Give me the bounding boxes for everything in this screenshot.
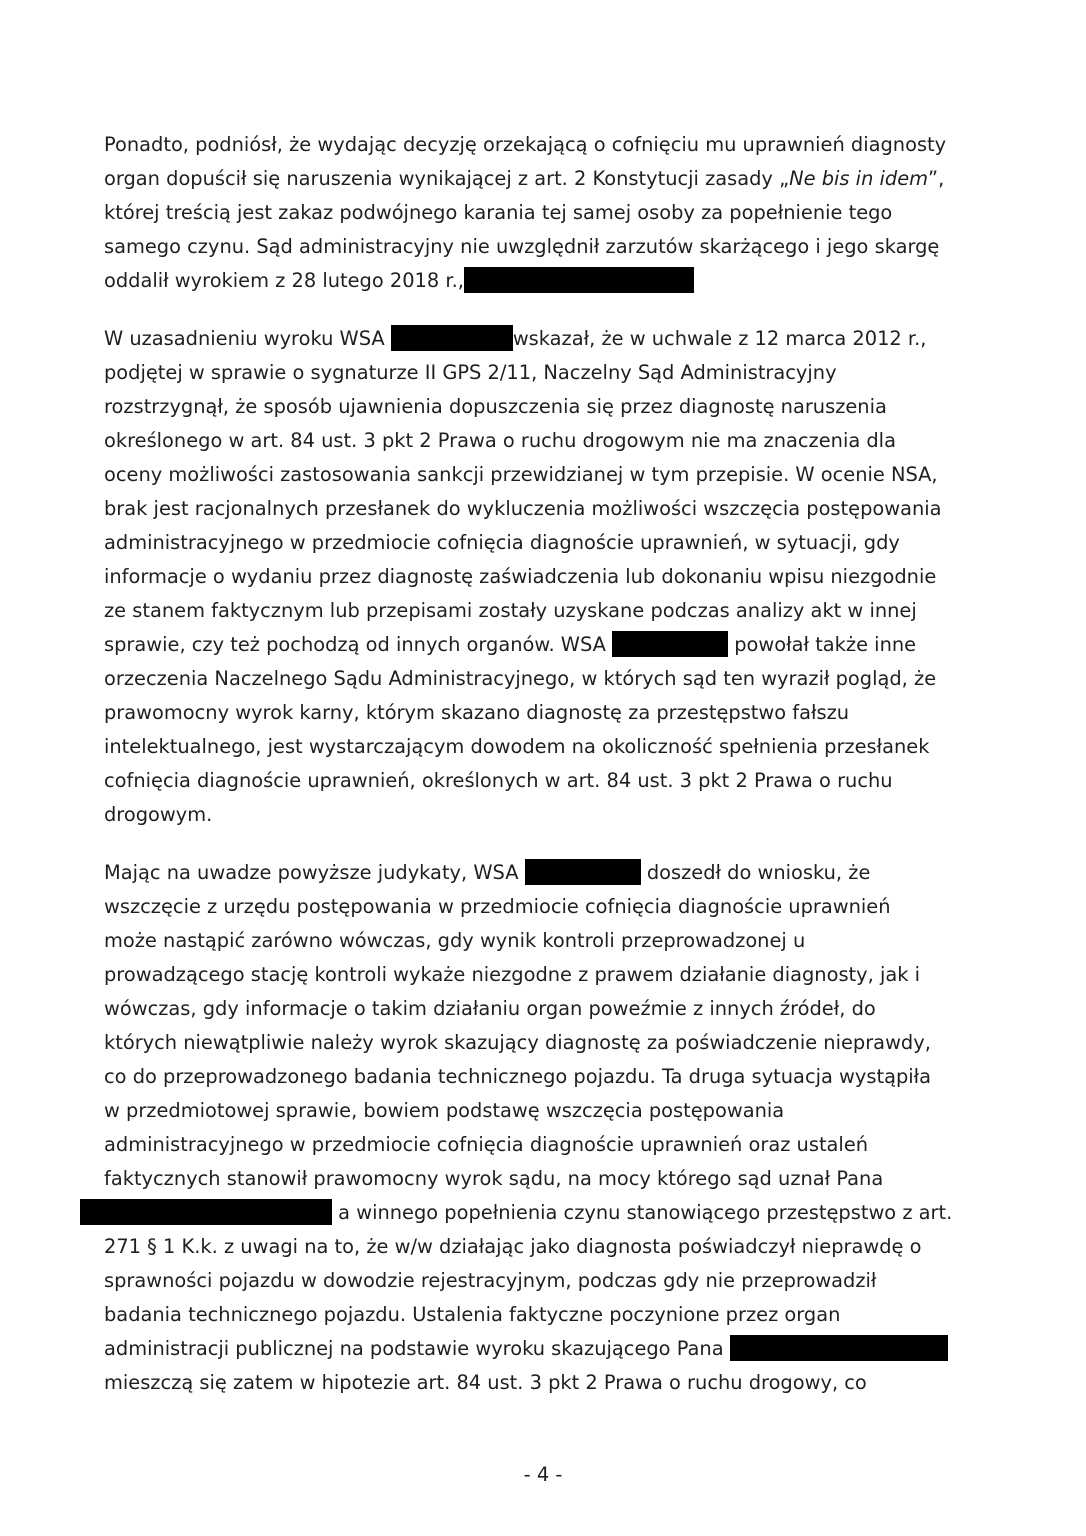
text-span: oceny możliwości zastosowania sankcji przewidzianej w tym przepisie. W ocenie NSA, [104, 463, 938, 486]
text-line [104, 1230, 921, 1264]
text-span: administracyjnego w przedmiocie cofnięcia diagnoście uprawnień, w sytuacji, gdy [104, 531, 900, 554]
redaction-box [525, 859, 641, 885]
text-line [104, 1298, 840, 1332]
text-span: sprawności pojazdu w dowodzie rejestracyjnym, podczas gdy nie przeprowadził [104, 1269, 877, 1292]
text-line [104, 1128, 868, 1162]
text-line [80, 1196, 952, 1230]
text-span: administracyjnego w przedmiocie cofnięcia diagnoście uprawnień oraz ustaleń [104, 1133, 869, 1156]
text-span: informacje o wydaniu przez diagnostę zaświadczenia lub dokonaniu wpisu niezgodnie [104, 565, 937, 588]
text-span: rozstrzygnął, że sposób ujawnienia dopuszczenia się przez diagnostę naruszenia [104, 395, 887, 418]
text-span: ”, [928, 167, 945, 190]
text-span: faktycznych stanowił prawomocny wyrok sądu, na mocy którego sąd uznał Pana [104, 1167, 884, 1190]
text-line [104, 458, 938, 492]
page-number: - 4 - [523, 1463, 563, 1486]
redaction-box [391, 325, 513, 351]
text-line [104, 992, 876, 1026]
text-span: organ dopuścił się naruszenia wynikającej z art. 2 Konstytucji zasady „ [104, 167, 790, 190]
text-span: ze stanem faktycznym lub przepisami zostały uzyskane podczas analizy akt w innej [104, 599, 917, 622]
redaction-box [730, 1335, 948, 1361]
text-span: w przedmiotowej sprawie, bowiem podstawę wszczęcia postępowania [104, 1099, 785, 1122]
text-span: może nastąpić zarówno wówczas, gdy wynik kontroli przeprowadzonej u [104, 929, 806, 952]
text-span: cofnięcia diagnoście uprawnień, określonych w art. 84 ust. 3 pkt 2 Prawa o ruchu [104, 769, 893, 792]
text-line [104, 128, 946, 162]
text-span: orzeczenia Naczelnego Sądu Administracyjnego, w których sąd ten wyraził pogląd, że [104, 667, 937, 690]
text-line [104, 798, 212, 832]
text-span: wskazał, że w uchwale z 12 marca 2012 r., [512, 327, 927, 350]
text-line [104, 628, 916, 662]
text-span: samego czynu. Sąd administracyjny nie uwzględnił zarzutów skarżącego i jego skargę [104, 235, 940, 258]
text-span: brak jest racjonalnych przesłanek do wykluczenia możliwości wszczęcia postępowania [104, 497, 942, 520]
text-span: co do przeprowadzonego badania technicznego pojazdu. Ta druga sytuacja wystąpiła [104, 1065, 932, 1088]
text-line [104, 958, 920, 992]
text-span: oddalił wyrokiem z 28 lutego 2018 r., [104, 269, 464, 292]
text-line [104, 560, 936, 594]
text-span: której treścią jest zakaz podwójnego karania tej samej osoby za popełnienie tego [104, 201, 893, 224]
text-line [104, 162, 944, 196]
text-line [104, 856, 870, 890]
text-line [104, 764, 893, 798]
text-line [104, 924, 805, 958]
text-span: intelektualnego, jest wystarczającym dowodem na okoliczność spełnienia przesłanek [104, 735, 930, 758]
text-span: administracji publicznej na podstawie wyroku skazującego Pana [104, 1337, 724, 1360]
text-span: doszedł do wniosku, że [646, 861, 871, 884]
text-line [104, 1162, 883, 1196]
redaction-box [80, 1199, 332, 1225]
text-line [104, 696, 849, 730]
text-span: a winnego popełnienia czynu stanowiącego przestępstwo z art. [338, 1201, 953, 1224]
text-span: drogowym. [104, 803, 213, 826]
text-span: W uzasadnieniu wyroku WSA [104, 327, 385, 350]
text-line [104, 196, 892, 230]
text-span: prawomocny wyrok karny, którym skazano diagnostę za przestępstwo fałszu [104, 701, 850, 724]
text-span: określonego w art. 84 ust. 3 pkt 2 Prawa o ruchu drogowym nie ma znaczenia dla [104, 429, 896, 452]
redaction-box [464, 267, 694, 293]
text-span: których niewątpliwie należy wyrok skazujący diagnostę za poświadczenie nieprawdy, [104, 1031, 931, 1054]
latin-phrase: Ne bis in idem [789, 167, 929, 190]
redaction-box [612, 631, 728, 657]
text-line [104, 492, 942, 526]
text-span: badania technicznego pojazdu. Ustalenia faktyczne poczynione przez organ [104, 1303, 841, 1326]
text-line [104, 662, 936, 696]
text-span: wszczęcie z urzędu postępowania w przedmiocie cofnięcia diagnoście uprawnień [104, 895, 891, 918]
text-span: wówczas, gdy informacje o takim działaniu organ poweźmie z innych źródeł, do [104, 997, 876, 1020]
text-span: mieszczą się zatem w hipotezie art. 84 ust. 3 pkt 2 Prawa o ruchu drogowy, co [104, 1371, 867, 1394]
text-line [104, 1332, 948, 1366]
text-line [104, 1094, 784, 1128]
text-line [104, 1366, 867, 1400]
text-line [104, 526, 900, 560]
text-line [104, 264, 694, 298]
text-line [104, 1026, 931, 1060]
text-span: Mając na uwadze powyższe judykaty, WSA [104, 861, 519, 884]
text-line [104, 356, 837, 390]
text-line [104, 1264, 876, 1298]
text-span: powołał także inne [734, 633, 917, 656]
text-span: 271 § 1 K.k. z uwagi na to, że w/w działając jako diagnosta poświadczył nieprawdę o [104, 1235, 922, 1258]
text-span: prowadzącego stację kontroli wykaże niezgodne z prawem działanie diagnosty, jak i [104, 963, 921, 986]
text-span: sprawie, czy też pochodzą od innych organów. WSA [104, 633, 606, 656]
text-line [104, 424, 896, 458]
text-span: Ponadto, podniósł, że wydając decyzję orzekającą o cofnięciu mu uprawnień diagnosty [104, 133, 947, 156]
text-line [104, 594, 917, 628]
text-line [104, 730, 929, 764]
text-line [104, 1060, 931, 1094]
text-line [104, 390, 887, 424]
text-line [104, 890, 891, 924]
text-line [104, 322, 926, 356]
text-line [104, 230, 939, 264]
text-span: podjętej w sprawie o sygnaturze II GPS 2/11, Naczelny Sąd Administracyjny [104, 361, 837, 384]
